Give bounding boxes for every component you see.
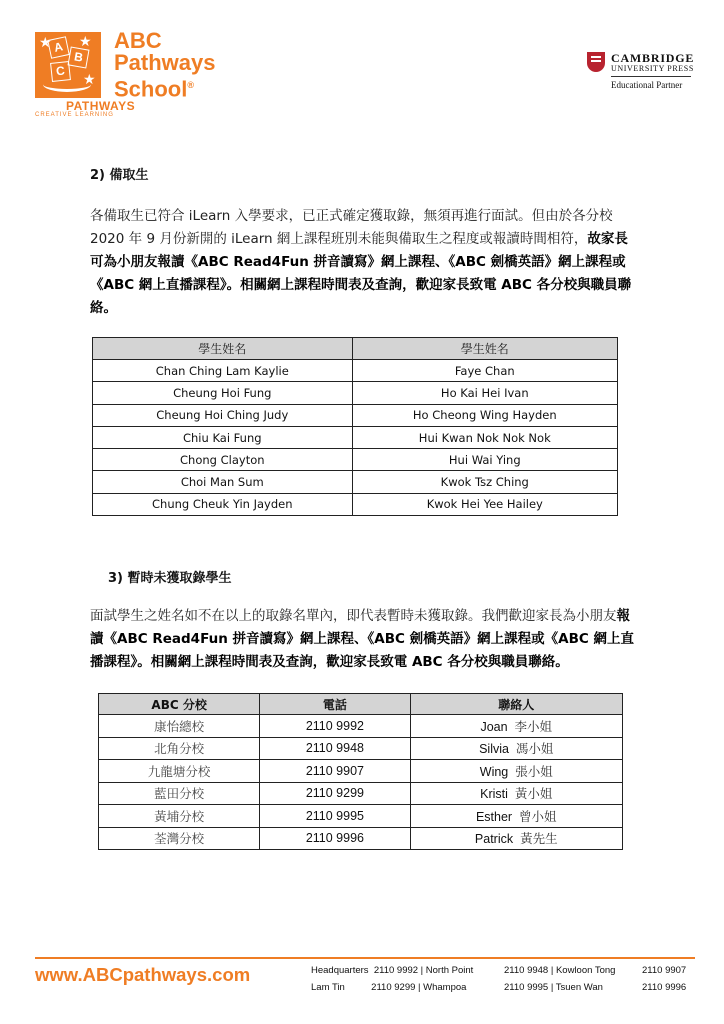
table-row: [99, 782, 623, 805]
phone-number: 2110 9299: [260, 782, 410, 805]
phone-number: 2110 9992: [260, 715, 410, 738]
table-header-row: [93, 338, 618, 360]
phone-number: 2110 9995: [260, 805, 410, 828]
paragraph-bold-text: 故家長可為小朋友報讀《ABC Read4Fun 拼音讀寫》網上課程、《ABC 劍橋英語》網上課程或《ABC 網上直播課程》。相關網上課程時間表及查詢，歡迎家長致電 ABC 各分校與職員聯絡。: [90, 231, 632, 316]
table-row: [99, 827, 623, 850]
section-paragraph: [90, 205, 638, 320]
contact-person: [410, 782, 622, 805]
contact-title: 馮小姐: [515, 741, 554, 757]
footer-contact-line: [311, 982, 696, 993]
brand-line: Pathways: [114, 50, 216, 75]
contact-person: [410, 760, 622, 783]
footer-contact-text: Headquarters 2110 9992 | North Point: [311, 965, 474, 976]
star-icon: ★: [79, 33, 92, 49]
partner-divider: [611, 76, 691, 77]
contact-title: 李小姐: [514, 718, 553, 734]
partner-caption: Educational Partner: [611, 80, 683, 90]
pathways-wordmark: PATHWAYS: [66, 99, 136, 113]
contact-person: [410, 715, 622, 738]
contact-title: 張小姐: [515, 763, 553, 779]
footer-contact-text: 2110 9996: [642, 982, 687, 993]
tagline: CREATIVE LEARNING: [35, 112, 114, 118]
student-name: Cheung Hoi Fung: [93, 382, 353, 404]
table-row: [99, 737, 623, 760]
contact-name: Kristi: [480, 787, 508, 802]
section-heading: 3) 暫時未獲取錄學生: [108, 571, 232, 586]
branch-name: 荃灣分校: [99, 827, 260, 850]
logo-tile: C: [50, 61, 71, 82]
column-header: 學生姓名: [93, 338, 353, 360]
table-header-row: [99, 694, 623, 715]
contact-title: 黃小姐: [514, 786, 553, 802]
table-row: [93, 360, 618, 382]
section-paragraph: [90, 605, 638, 674]
paragraph-bold-text: 報讀《ABC Read4Fun 拼音讀寫》網上課程、《ABC 劍橋英語》網上課程或《ABC 網上直播課程》。相關網上課程時間表及查詢，歡迎家長致電 ABC 各分校與職員聯絡。: [90, 608, 634, 670]
student-name: Faye Chan: [352, 360, 617, 382]
contact-name: Joan: [480, 719, 508, 734]
table-row: [93, 493, 618, 515]
brand-line: ABC: [114, 28, 162, 53]
column-header: 聯絡人: [410, 694, 622, 715]
branch-name: 九龍塘分校: [99, 760, 260, 783]
student-name: Chiu Kai Fung: [93, 426, 353, 448]
partner-title: CAMBRIDGE: [611, 51, 695, 65]
registered-mark: ®: [187, 80, 194, 90]
contact-name: Wing: [479, 764, 509, 779]
branch-name: 北角分校: [99, 737, 260, 760]
table-row: [99, 715, 623, 738]
footer-contact-text: 2110 9907: [642, 965, 687, 976]
logo-swoosh: [43, 77, 91, 92]
contact-name: Esther: [475, 809, 513, 824]
branch-contact-table: [98, 693, 623, 850]
section-heading: 2) 備取生: [90, 168, 149, 183]
paragraph-text: 面試學生之姓名如不在以上的取錄名單內，即代表暫時未獲取錄。我們歡迎家長為小朋友: [90, 608, 617, 624]
phone-number: 2110 9996: [260, 827, 410, 850]
student-name: Ho Kai Hei Ivan: [352, 382, 617, 404]
footer-contact-line: [311, 965, 696, 976]
student-name: Choi Man Sum: [93, 471, 353, 493]
star-icon: ★: [83, 71, 96, 87]
table-row: [99, 805, 623, 828]
brand-name: [114, 30, 244, 100]
contact-person: [410, 737, 622, 760]
student-name: Hui Wai Ying: [352, 449, 617, 471]
brand-line: [114, 74, 244, 100]
contact-name: Patrick: [474, 832, 514, 847]
contact-title: 黃先生: [520, 831, 558, 847]
student-name: Cheung Hoi Ching Judy: [93, 404, 353, 426]
contact-title: 曾小姐: [519, 808, 557, 824]
footer-contact-text: 2110 9995 | Tsuen Wan: [504, 982, 603, 993]
branch-name: 康怡總校: [99, 715, 260, 738]
contact-name: Silvia: [479, 742, 509, 757]
abc-logo-icon: [35, 32, 101, 98]
branch-name: 藍田分校: [99, 782, 260, 805]
branch-name: 黃埔分校: [99, 805, 260, 828]
column-header: ABC 分校: [99, 694, 260, 715]
table-row: [93, 471, 618, 493]
paragraph-text: 各備取生已符合 iLearn 入學要求，已正式確定獲取錄，無須再進行面試。但由於各分校 2020 年 9 月份新開的 iLearn 網上課程班別未能與備取生之程度或報讀時間相符，: [90, 208, 613, 247]
student-name: Hui Kwan Nok Nok Nok: [352, 426, 617, 448]
star-icon: ★: [39, 34, 52, 50]
table-row: [93, 426, 618, 448]
student-name: Kwok Hei Yee Hailey: [352, 493, 617, 515]
student-name: Chung Cheuk Yin Jayden: [93, 493, 353, 515]
student-name: Kwok Tsz Ching: [352, 471, 617, 493]
student-name: Ho Cheong Wing Hayden: [352, 404, 617, 426]
logo-tile: A: [47, 36, 70, 59]
footer-divider: [35, 957, 695, 959]
student-name: Chong Clayton: [93, 449, 353, 471]
logo-tile: B: [67, 46, 89, 68]
phone-number: 2110 9907: [260, 760, 410, 783]
brand-line-text: School: [114, 76, 188, 102]
contact-person: [410, 827, 622, 850]
table-row: [93, 449, 618, 471]
student-name: Chan Ching Lam Kaylie: [93, 360, 353, 382]
table-row: [93, 404, 618, 426]
phone-number: 2110 9948: [260, 737, 410, 760]
contact-person: [410, 805, 622, 828]
waitlist-table: [92, 337, 618, 516]
table-row: [93, 382, 618, 404]
partner-subtitle: UNIVERSITY PRESS: [611, 64, 694, 73]
footer-contact-text: Lam Tin 2110 9299 | Whampoa: [311, 982, 467, 993]
cambridge-shield-icon: [587, 52, 605, 72]
website-link[interactable]: www.ABCpathways.com: [35, 964, 251, 985]
table-row: [99, 760, 623, 783]
footer-contact-text: 2110 9948 | Kowloon Tong: [504, 965, 616, 976]
column-header: 學生姓名: [352, 338, 617, 360]
column-header: 電話: [260, 694, 410, 715]
